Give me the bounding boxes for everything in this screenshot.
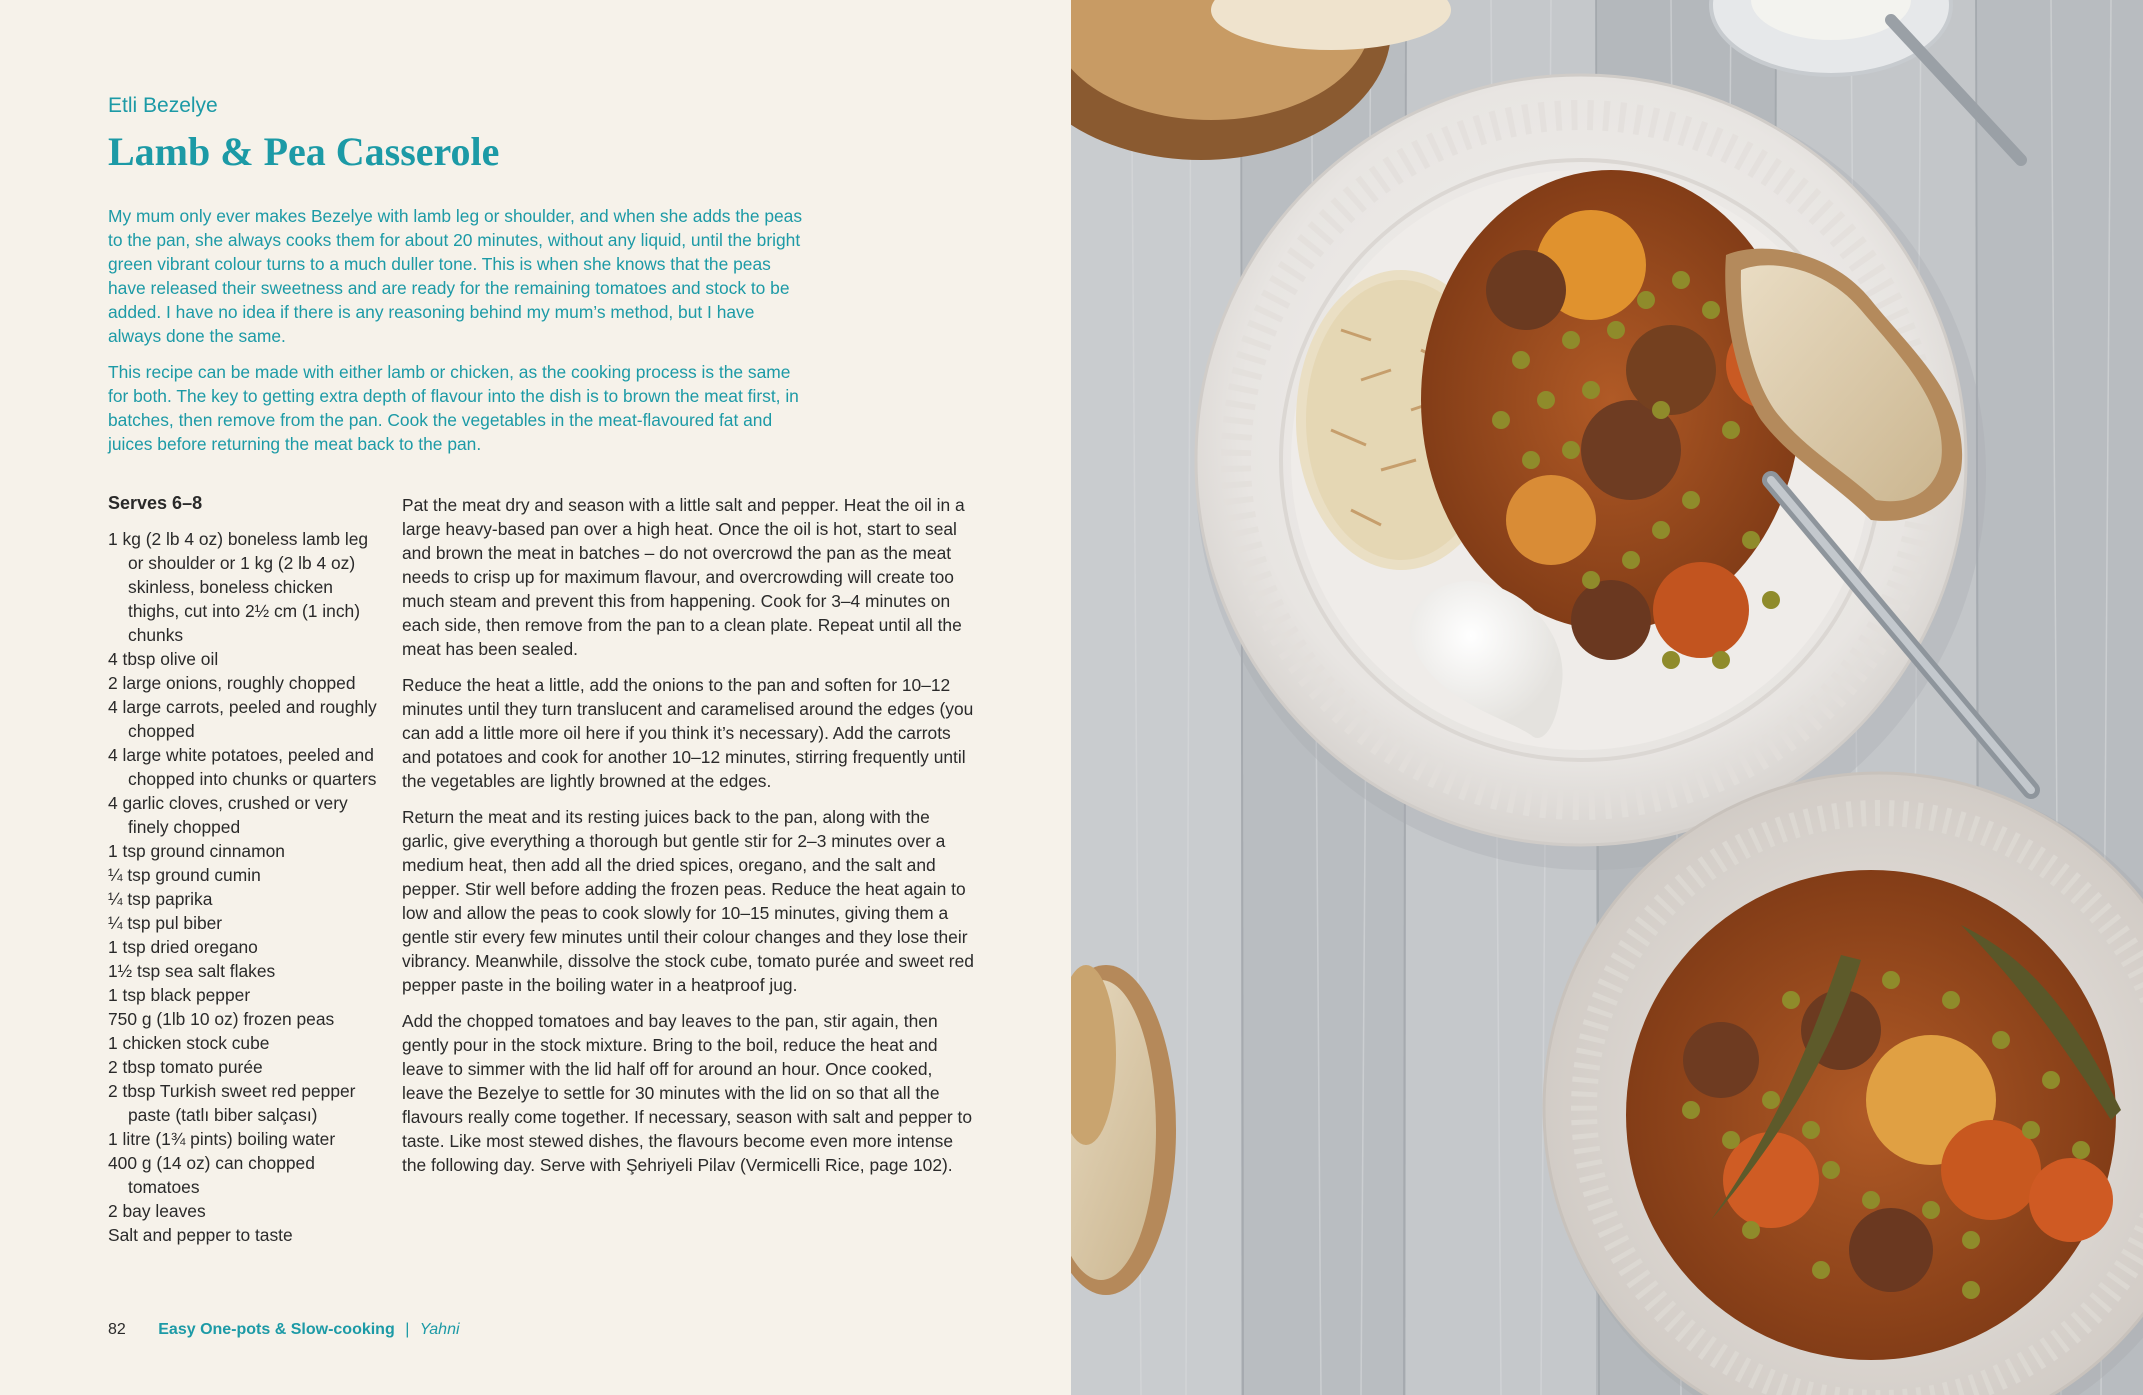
footer-subsection: Yahni [419,1321,460,1338]
serves-label: Serves 6–8 [108,493,203,513]
ingredient-item: 2 tbsp Turkish sweet red pepper paste (tatlı biber salçası) [108,1081,356,1125]
method-step: Pat the meat dry and season with a little salt and pepper. Heat the oil in a large heavy-based pan over a high heat. Once the oil is hot, start to seal and brown the meat in batches – do not overcrowd the pan as the meat needs to crisp up for maximum flavour, and overcrowding will create too much steam and prevent this from happening. Cook for 3–4 minutes on each side, then remove from the pan to a clean plate. Repeat until all the meat has been sealed. [402,495,965,659]
method-step: Return the meat and its resting juices back to the pan, along with the garlic, give everything a thorough but gentle stir for 2–3 minutes over a medium heat, then add all the dried spices, oregano, and the salt and pepper. Stir well before adding the frozen peas. Reduce the heat again to low and allow the peas to cook slowly for 10–15 minutes, giving them a gentle stir every few minutes until their colour changes and they lose their vibrancy. Meanwhile, dissolve the stock cube, tomato purée and sweet red pepper paste in the boiling water in a heatproof jug. [402,807,974,995]
ingredient-item: 1 kg (2 lb 4 oz) boneless lamb leg or shoulder or 1 kg (2 lb 4 oz) skinless, boneless chicken thighs, cut into 2½ cm (1 inch) chunks [108,529,369,645]
ingredient-item: 4 tbsp olive oil [108,649,219,669]
ingredient-item: ¼ tsp ground cumin [108,865,261,885]
recipe-intro [108,204,808,468]
ingredient-item: 2 tbsp tomato purée [108,1057,263,1077]
recipe-page [0,0,1071,1395]
recipe-title: Lamb & Pea Casserole [108,129,500,174]
method-step: Add the chopped tomatoes and bay leaves to the pan, stir again, then gently pour in the stock mixture. Bring to the boil, reduce the heat and leave to simmer with the lid half off for around an hour. Once cooked, leave the Bezelye to settle for 30 minutes with the lid on so that all the flavours really come together. If necessary, season with salt and pepper to taste. Like most stewed dishes, the flavours become even more intense the following day. Serve with Şehriyeli Pilav (Vermicelli Rice, page 102). [402,1011,973,1175]
ingredient-item: 750 g (1lb 10 oz) frozen peas [108,1009,335,1029]
food-photo [1071,0,2143,1395]
intro-paragraph: My mum only ever makes Bezelye with lamb leg or shoulder, and when she adds the peas to the pan, she always cooks them for about 20 minutes, without any liquid, until the bright green vibrant colour turns to a much duller tone. This is when she knows that the peas have released their sweetness and are ready for the remaining tomatoes and stock to be added. I have no idea if there is any reasoning behind my mum’s method, but I have always done the same. [108,206,803,346]
ingredient-item: 1 tsp ground cinnamon [108,841,285,861]
ingredient-item: 1 litre (1¾ pints) boiling water [108,1129,336,1149]
ingredient-item: 1 chicken stock cube [108,1033,270,1053]
method-step: Reduce the heat a little, add the onions to the pan and soften for 10–12 minutes until they turn translucent and caramelised around the edges (you can add a little more oil here if you think it’s necessary). Add the carrots and potatoes and cook for another 10–12 minutes, stirring frequently until the vegetables are lightly browned at the edges. [402,675,974,791]
recipe-subtitle: Etli Bezelye [108,94,218,117]
ingredient-item: Salt and pepper to taste [108,1225,293,1245]
ingredient-item: ¼ tsp pul biber [108,913,223,933]
footer-separator: | [405,1321,410,1338]
intro-paragraph: This recipe can be made with either lamb or chicken, as the cooking process is the same for both. The key to getting extra depth of flavour into the dish is to brown the meat first, in batches, then remove from the pan. Cook the vegetables in the meat-flavoured fat and juices before returning the meat back to the pan. [108,362,799,454]
method-section [402,493,974,1189]
ingredient-item: 1½ tsp sea salt flakes [108,961,276,981]
ingredient-item: 1 tsp black pepper [108,985,251,1005]
page-number: 82 [108,1321,126,1338]
footer-section: Easy One-pots & Slow-cooking [158,1321,395,1338]
ingredient-item: 4 large white potatoes, peeled and chopped into chunks or quarters [108,745,377,789]
ingredient-list [108,527,378,1247]
ingredient-item: ¼ tsp paprika [108,889,213,909]
ingredient-item: 4 large carrots, peeled and roughly chopped [108,697,377,741]
ingredient-item: 1 tsp dried oregano [108,937,258,957]
ingredient-item: 2 large onions, roughly chopped [108,673,356,693]
ingredient-item: 400 g (14 oz) can chopped tomatoes [108,1153,315,1197]
ingredient-item: 4 garlic cloves, crushed or very finely chopped [108,793,348,837]
ingredient-item: 2 bay leaves [108,1201,206,1221]
page-footer [108,1321,460,1339]
food-photo-illustration [1071,0,2143,1395]
